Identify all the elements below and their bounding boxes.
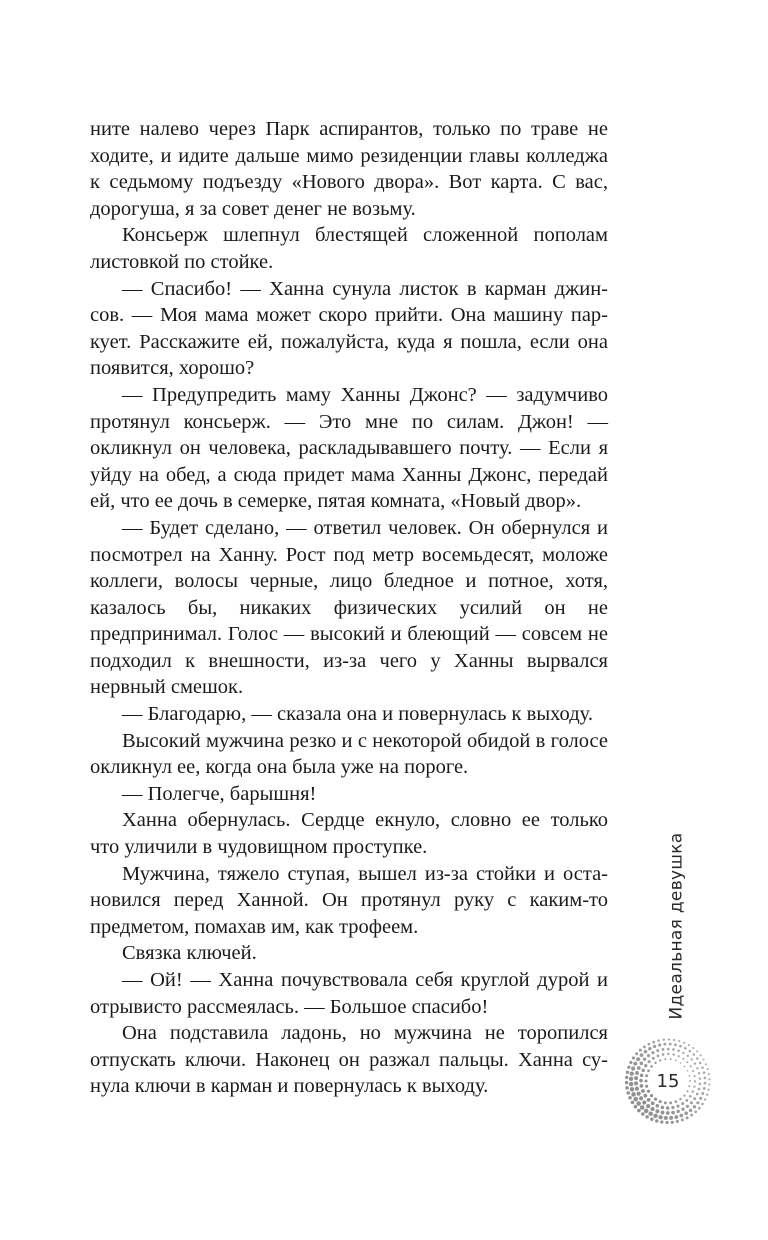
paragraph: — Благодарю, — сказала она и повернулась к выходу. xyxy=(122,703,593,726)
paragraph: Мужчина, тяжело ступая, вышел из-за стойки и остановился перед Ханной. Он протянул руку с каким-то предметом, помахав им, как трофеем. xyxy=(90,862,608,938)
paragraph: Она подставила ладонь, но мужчина не торопился отпускать ключи. Наконец он разжал пальцы. Ханна сунула ключи в карман и повернулась к выходу. xyxy=(90,1022,608,1098)
paragraph: — Предупредить маму Ханны Джонс? — задумчиво протянул консьерж. — Это мне по силам. Джон! — окликнул он человека, раскладывавшего почту. — Если я уйду на обед, а сюда придет мама Ханны Джонс, передай ей, что ее дочь в семерке, пятая комната, «Новый двор». xyxy=(90,383,608,513)
running-title xyxy=(664,832,690,1020)
paragraph: — Ой! — Ханна почувствовала себя круглой дурой и отрывисто рассмеялась. — Большое спасибо! xyxy=(90,969,608,1018)
paragraph: — Спасибо! — Ханна сунула листок в карман джинсов. — Моя мама может скоро прийти. Она машину паркует. Расскажите ей, пожалуйста, куда я пошла, если она появится, хорошо? xyxy=(90,277,608,380)
paragraph: Связка ключей. xyxy=(122,942,257,965)
paragraph: Ханна обернулась. Сердце екнуло, словно ее только что уличили в чудовищном проступке. xyxy=(90,809,608,859)
paragraph: Консьерж шлепнул блестящей сложенной пополам листовкой по стойке. xyxy=(90,224,608,273)
body-text xyxy=(90,116,608,1100)
paragraph: — Будет сделано, — ответил человек. Он обернулся и посмотрел на Ханну. Рост под метр восемьдесят, моложе коллеги, волосы черные, лицо бледное и потное, хотя, казалось бы, никаких физических усилий он не предпринимал. Голос — высокий и блеющий — совсем не подходил к внешности, из-за чего у Ханны вырвался нервный смешок. xyxy=(90,516,608,699)
paragraph: ните налево через Парк аспирантов, только по траве не ходите, и идите дальше мимо резиденции главы колледжа к седьмому подъезду «Нового двора». Вот карта. С вас, дорогуша, я за совет денег не возьму. xyxy=(90,118,608,220)
paragraph: — Полегче, барышня! xyxy=(122,782,317,805)
paragraph: Высокий мужчина резко и с некоторой обидой в голосе окликнул ее, когда она была уже на пороге. xyxy=(90,729,608,779)
page-number: 15 xyxy=(656,1070,680,1092)
book-title-text: Идеальная девушка xyxy=(667,832,687,1020)
